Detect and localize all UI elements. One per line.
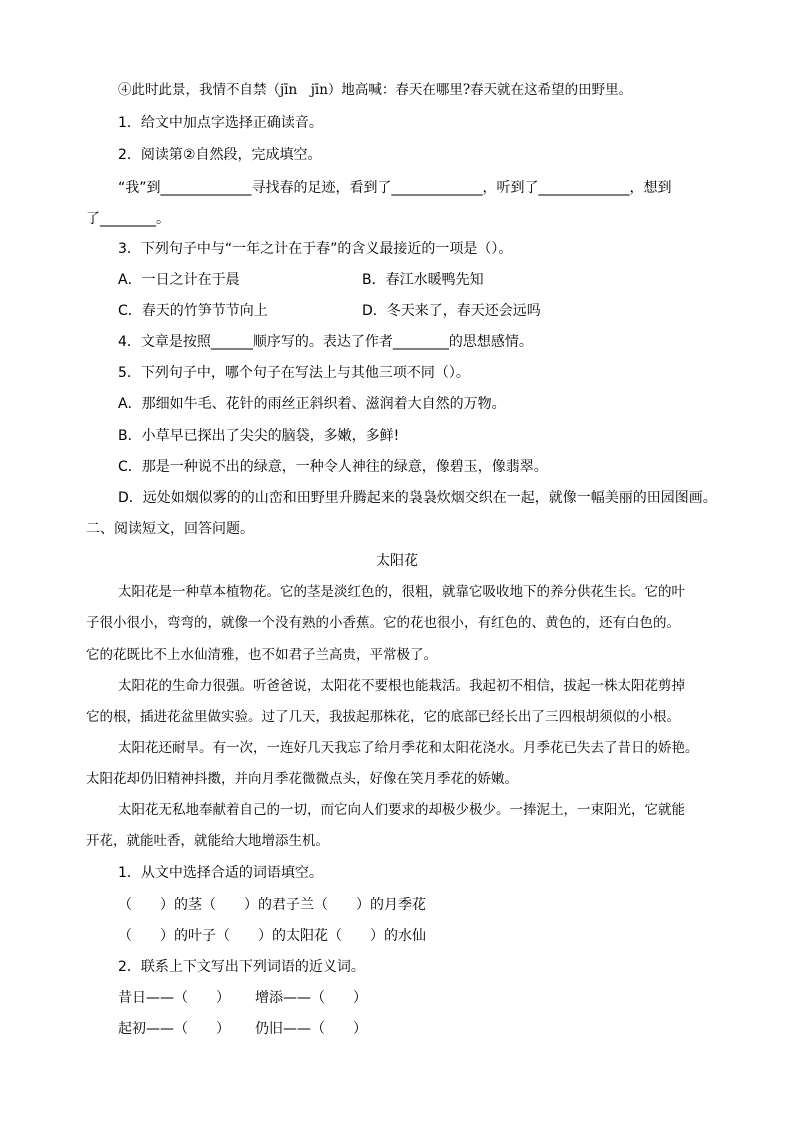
question-4: 4．文章是按照______顺序写的。表达了作者________的思想感情。 <box>118 334 533 350</box>
synonym-item-2: 增添——（ ） <box>255 990 367 1006</box>
passage-question-1-row1: （ ）的茎（ ）的君子兰（ ）的月季花 <box>118 897 426 913</box>
question-2: 2．阅读第②自然段，完成填空。 <box>118 147 322 163</box>
synonym-item-3: 起初——（ ） <box>118 1021 230 1037</box>
synonym-item-1: 昔日——（ ） <box>118 990 230 1006</box>
passage-p1-line1: 太阳花是一种草本植物花。它的茎是淡红色的，很粗，就靠它吸收地下的养分供花生长。它的叶 <box>118 584 685 600</box>
passage-p3-line1: 太阳花还耐旱。有一次，一连好几天我忘了给月季花和太阳花浇水。月季花已失去了昔日的娇艳。 <box>118 740 699 756</box>
question-3: 3．下列句子中与“一年之计在于春”的含义最接近的一项是（）。 <box>118 241 513 257</box>
passage-p2-line2: 它的根，插进花盆里做实验。过了几天，我拔起那株花，它的底部已经长出了三四根胡须似的小根。 <box>86 709 680 725</box>
passage-p3-line2: 太阳花却仍旧精神抖擞，并向月季花微微点头，好像在笑月季花的娇嫩。 <box>86 771 518 787</box>
passage-p4-line2: 开花，就能吐香，就能给大地增添生机。 <box>86 833 329 849</box>
question-3-option-a: A．一日之计在于晨 <box>118 272 240 288</box>
synonym-item-4: 仍旧——（ ） <box>255 1021 367 1037</box>
passage-p2-line1: 太阳花的生命力很强。听爸爸说，太阳花不要根也能栽活。我起初不相信，拔起一株太阳花剪掉 <box>118 678 685 694</box>
section-heading: 二、阅读短文，回答问题。 <box>86 521 254 537</box>
question-1: 1．给文中加点字选择正确读音。 <box>118 115 323 131</box>
question-5-option-d: D．远处如烟似雾的的山峦和田野里升腾起来的袅袅炊烟交织在一起，就像一幅美丽的田园图画。 <box>118 490 717 506</box>
question-5-option-a: A．那细如牛毛、花针的雨丝正斜织着、滋润着大自然的万物。 <box>118 396 506 412</box>
question-2-fill-blank: “我”到_____________寻找春的足迹，看到了_____________，听到了_____________，想到 <box>118 180 672 196</box>
passage-question-2: 2．联系上下文写出下列词语的近义词。 <box>118 959 365 975</box>
passage-p4-line1: 太阳花无私地奉献着自己的一切，而它向人们要求的却极少极少。一捧泥土，一束阳光，它就能 <box>118 802 685 818</box>
question-5-option-b: B．小草早已探出了尖尖的脑袋，多嫩，多鲜! <box>118 428 400 444</box>
passage-p1-line2: 子很小很小，弯弯的，就像一个没有熟的小香蕉。它的花也很小，有红色的、黄色的，还有白色的。 <box>86 615 680 631</box>
question-5-option-c: C．那是一种说不出的绿意，一种令人神往的绿意，像碧玉，像翡翠。 <box>118 459 548 475</box>
passage-question-1: 1．从文中选择合适的词语填空。 <box>118 865 323 881</box>
question-3-option-d: D．冬天来了，春天还会远吗 <box>362 303 541 319</box>
question-2-fill-blank-cont: 了________。 <box>86 211 170 227</box>
passage-p1-line3: 它的花既比不上水仙清雅，也不如君子兰高贵，平常极了。 <box>86 647 437 663</box>
question-3-option-b: B．春江水暖鸭先知 <box>362 272 484 288</box>
question-3-option-c: C．春天的竹笋节节向上 <box>118 303 268 319</box>
question-5: 5．下列句子中，哪个句子在写法上与其他三项不同（）。 <box>118 365 470 381</box>
paragraph-4: ④此时此景，我情不自禁（jīn jīn）地高喊：春天在哪里?春天就在这希望的田野里。 <box>118 82 633 98</box>
passage-question-1-row2: （ ）的叶子（ ）的太阳花（ ）的水仙 <box>118 928 426 944</box>
passage-title: 太阳花 <box>376 553 418 569</box>
